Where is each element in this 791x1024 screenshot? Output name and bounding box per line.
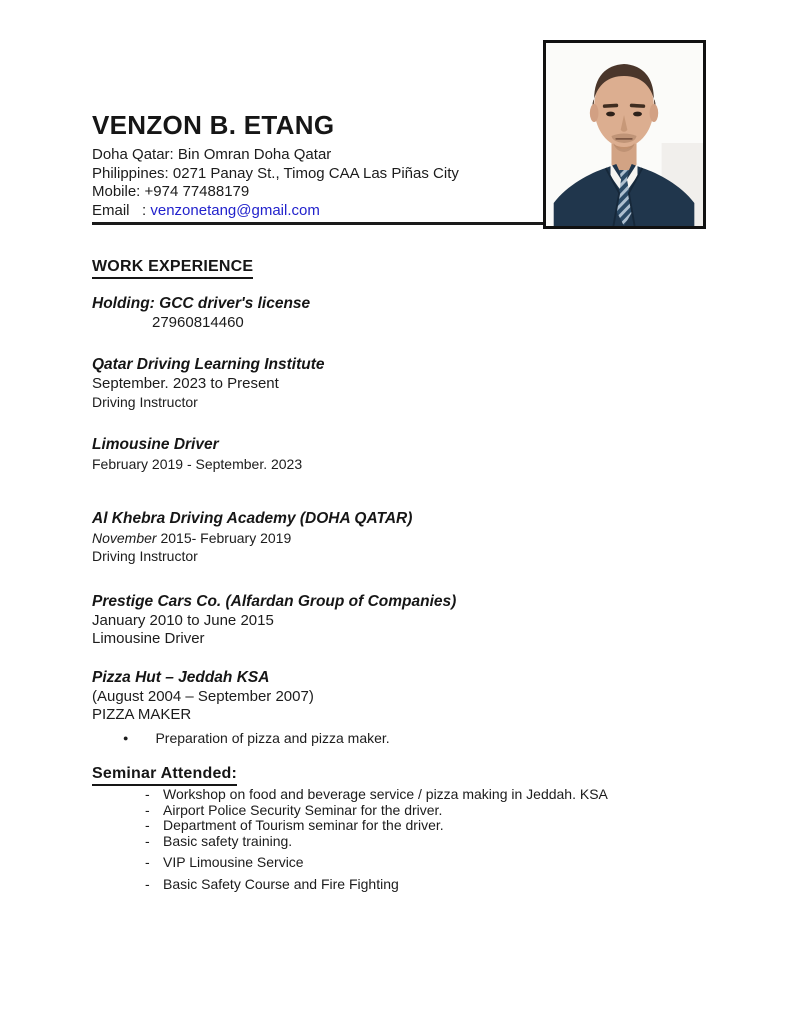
seminar-item	[92, 803, 652, 819]
work-entry-pizzahut	[92, 669, 652, 747]
work-experience-heading: WORK EXPERIENCE	[92, 258, 253, 279]
seminar-item-text: - Workshop on food and beverage service / pizza making in Jeddah. KSA	[163, 786, 608, 802]
work-entry-license	[92, 295, 652, 332]
mobile-number: Mobile: +974 77488179	[92, 183, 250, 200]
entry-period	[92, 529, 652, 548]
work-entry-prestige	[92, 593, 652, 649]
seminar-item	[92, 818, 652, 834]
entry-period-lead: November	[92, 529, 157, 546]
address-qatar: Doha Qatar: Bin Omran Doha Qatar	[92, 146, 332, 163]
work-entry-qdli	[92, 356, 652, 412]
entry-period: February 2019 - September. 2023	[92, 455, 303, 472]
seminar-item-text: - Airport Police Security Seminar for the driver.	[163, 801, 443, 818]
seminar-item-text: - Basic safety training.	[163, 832, 293, 849]
entry-period: September. 2023 to Present	[92, 374, 279, 392]
entry-role: Driving Instructor	[92, 548, 198, 564]
entry-period-rest: 2015- February 2019	[156, 529, 292, 546]
entry-title: Limousine Driver	[92, 436, 219, 453]
entry-role: Limousine Driver	[92, 630, 205, 647]
portrait-photo-image	[546, 43, 703, 226]
seminar-attended-heading: Seminar Attended:	[92, 765, 237, 786]
entry-role: PIZZA MAKER	[92, 706, 192, 723]
entry-title: Prestige Cars Co. (Alfardan Group of Companies)	[92, 593, 457, 610]
email-line	[92, 202, 459, 221]
entry-license-number: 27960814460	[152, 313, 244, 331]
page-title: VENZON B. ETANG	[92, 110, 335, 140]
entry-title: Al Khebra Driving Academy (DOHA QATAR)	[92, 510, 413, 527]
contact-block	[92, 146, 459, 220]
seminar-item-text: - VIP Limousine Service	[163, 854, 304, 870]
entry-title: Qatar Driving Learning Institute	[92, 356, 325, 373]
seminar-item	[92, 834, 652, 850]
header-divider	[92, 222, 543, 225]
bullet-text: ● Preparation of pizza and pizza maker.	[155, 729, 390, 746]
seminar-item	[92, 855, 652, 871]
seminar-item-text: - Department of Tourism seminar for the driver.	[163, 817, 444, 833]
entry-title: Pizza Hut – Jeddah KSA	[92, 669, 270, 686]
work-entry-alkhebra	[92, 510, 652, 566]
entry-period: (August 2004 – September 2007)	[92, 687, 314, 705]
entry-role: Driving Instructor	[92, 394, 198, 410]
email-link[interactable]: venzonetang@gmail.com	[150, 201, 320, 219]
email-label: Email :	[92, 201, 151, 219]
portrait-photo	[543, 40, 706, 229]
seminar-list	[92, 787, 652, 892]
work-entry-limousine	[92, 436, 652, 473]
seminar-item	[92, 787, 652, 803]
entry-bullet-item	[92, 729, 652, 748]
seminar-item-text: - Basic Safety Course and Fire Fighting	[163, 875, 399, 892]
seminar-item	[92, 877, 652, 893]
entry-period: January 2010 to June 2015	[92, 611, 274, 629]
address-philippines: Philippines: 0271 Panay St., Timog CAA Las Piñas City	[92, 164, 459, 182]
entry-title: Holding: GCC driver's license	[92, 295, 311, 312]
